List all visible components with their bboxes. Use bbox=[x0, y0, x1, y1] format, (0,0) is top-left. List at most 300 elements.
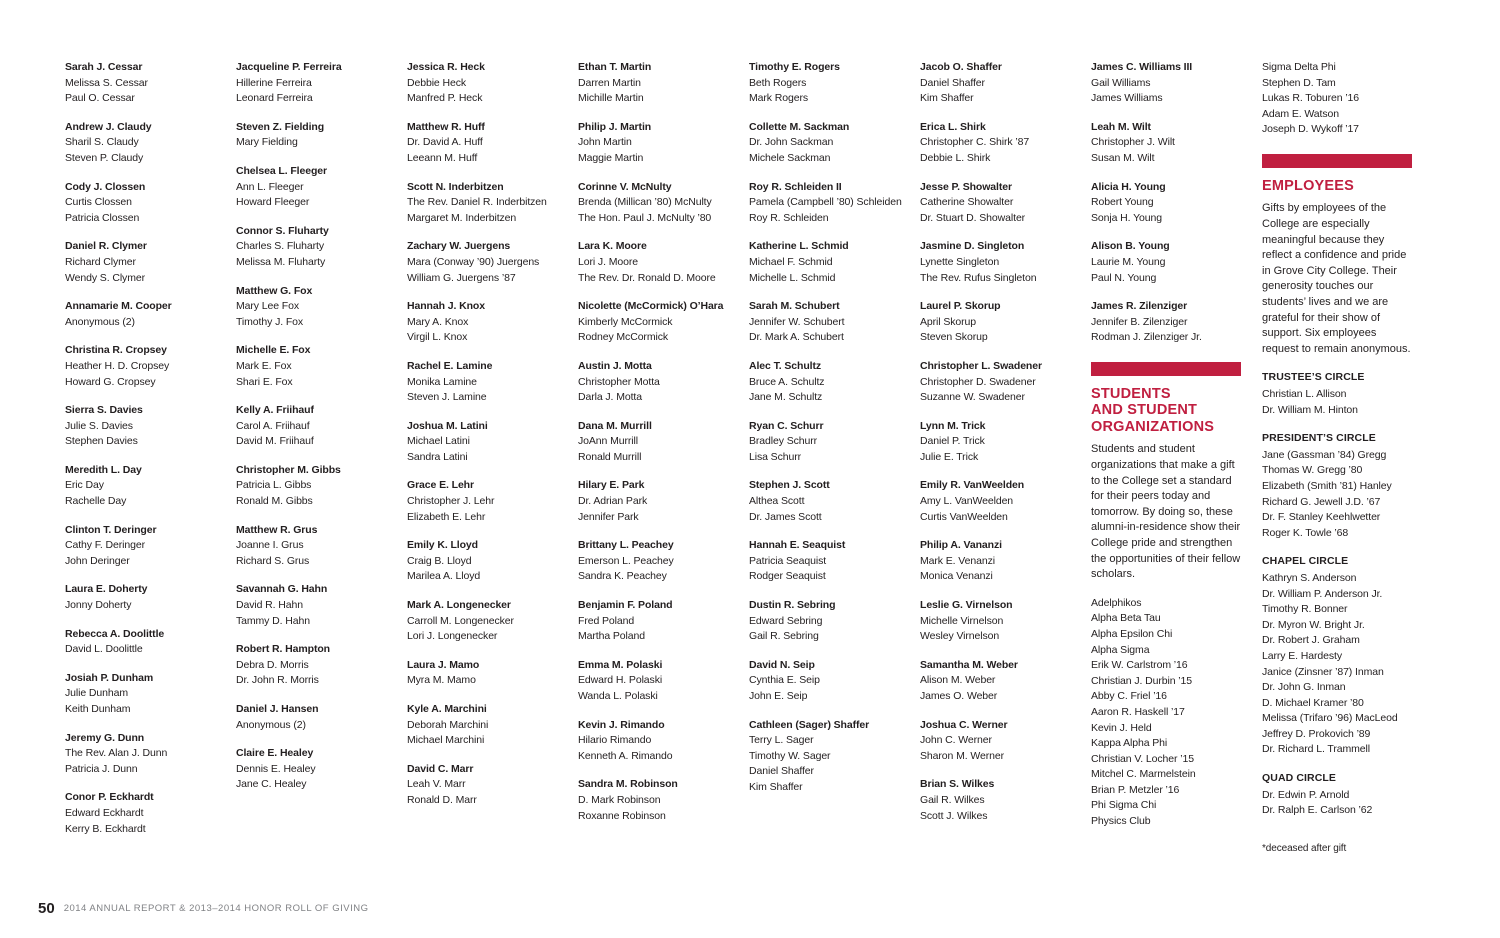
donor-family-name: Dr. John Sackman bbox=[749, 136, 834, 149]
donor-family-name: Jennifer W. Schubert bbox=[749, 315, 845, 328]
section-paragraph: Gifts by employees of the College are especially meaningful because they reflect a confidence and pride in Grove City College. Their generosity touches our students’ lives and we are grateful for their show of support. Six employees request to remain anonymous. bbox=[1262, 202, 1411, 355]
donor-entry bbox=[407, 60, 561, 107]
donor-family-name: Monica Venanzi bbox=[920, 570, 993, 583]
donor-family-name: Jennifer Park bbox=[578, 510, 639, 523]
donor-primary-name: David C. Marr bbox=[407, 762, 474, 775]
donor-primary-name: Hannah E. Seaquist bbox=[749, 539, 846, 552]
name-list bbox=[1262, 788, 1416, 819]
donor-primary-name: David N. Seip bbox=[749, 658, 815, 671]
donor-family-name: Julie Dunham bbox=[65, 687, 128, 700]
donor-family-name: Carol A. Friihauf bbox=[236, 419, 310, 432]
name-list-item: Aaron R. Haskell ’17 bbox=[1091, 705, 1185, 718]
donor-family-name: Dr. David A. Huff bbox=[407, 136, 483, 149]
donor-family-name: Steven Skorup bbox=[920, 331, 988, 344]
donor-family-name: Mara (Conway ’90) Juergens bbox=[407, 255, 540, 268]
donor-family-name: Elizabeth E. Lehr bbox=[407, 510, 486, 523]
donor-entry bbox=[236, 463, 390, 510]
donor-family-name: Michael F. Schmid bbox=[749, 255, 833, 268]
column-3 bbox=[407, 60, 561, 856]
donor-primary-name: Erica L. Shirk bbox=[920, 120, 986, 133]
name-list-item: Larry E. Hardesty bbox=[1262, 649, 1342, 662]
donor-family-name: Roxanne Robinson bbox=[578, 809, 666, 822]
name-list-item: Sigma Delta Phi bbox=[1262, 61, 1336, 73]
donor-primary-name: Clinton T. Deringer bbox=[65, 523, 157, 536]
donor-family-name: Paul O. Cessar bbox=[65, 92, 135, 105]
name-list-item: Roger K. Towle ’68 bbox=[1262, 526, 1349, 539]
donor-primary-name: Kevin J. Rimando bbox=[578, 718, 665, 731]
donor-family-name: Heather H. D. Cropsey bbox=[65, 359, 170, 372]
donor-family-name: Ronald D. Marr bbox=[407, 793, 477, 806]
donor-primary-name: Joshua M. Latini bbox=[407, 419, 488, 432]
name-list-item: Jane (Gassman ’84) Gregg bbox=[1262, 448, 1387, 461]
donor-entry bbox=[578, 777, 732, 824]
donor-family-name: Mark E. Venanzi bbox=[920, 554, 995, 567]
donor-primary-name: Connor S. Fluharty bbox=[236, 224, 329, 237]
donor-family-name: Rodger Seaquist bbox=[749, 570, 826, 583]
donor-entry bbox=[749, 359, 903, 406]
donor-family-name: Myra M. Mamo bbox=[407, 674, 476, 687]
donor-family-name: Ann L. Fleeger bbox=[236, 180, 304, 193]
donor-entry bbox=[65, 120, 219, 167]
donor-entry bbox=[749, 658, 903, 705]
donor-primary-name: Christopher M. Gibbs bbox=[236, 463, 341, 476]
donor-family-name: Scott J. Wilkes bbox=[920, 809, 988, 822]
section-heading-line: AND STUDENT bbox=[1091, 402, 1198, 419]
donor-primary-name: Andrew J. Claudy bbox=[65, 120, 152, 133]
name-list-item: Abby C. Friel ’16 bbox=[1091, 690, 1167, 703]
donor-family-name: Richard Clymer bbox=[65, 255, 136, 268]
column-8 bbox=[1262, 60, 1416, 856]
donor-entry bbox=[578, 60, 732, 107]
donor-family-name: Dr. James Scott bbox=[749, 510, 822, 523]
donor-entry bbox=[407, 239, 561, 286]
name-list bbox=[1091, 596, 1245, 830]
donor-primary-name: Sierra S. Davies bbox=[65, 404, 143, 417]
donor-primary-name: Hilary E. Park bbox=[578, 479, 645, 492]
name-list-item: Christian V. Locher ’15 bbox=[1091, 752, 1194, 765]
donor-entry bbox=[65, 523, 219, 570]
name-list-item: D. Michael Kramer ’80 bbox=[1262, 696, 1364, 709]
donor-family-name: Dr. John R. Morris bbox=[236, 674, 319, 687]
donor-primary-name: Robert R. Hampton bbox=[236, 643, 330, 656]
donor-entry bbox=[407, 359, 561, 406]
donor-family-name: Debra D. Morris bbox=[236, 658, 309, 671]
donor-family-name: Rachelle Day bbox=[65, 495, 127, 508]
donor-primary-name: Lara K. Moore bbox=[578, 240, 647, 253]
donor-family-name: Catherine Showalter bbox=[920, 196, 1014, 209]
donor-primary-name: Dana M. Murrill bbox=[578, 419, 652, 432]
donor-primary-name: Austin J. Motta bbox=[578, 359, 652, 372]
donor-entry bbox=[578, 180, 732, 227]
donor-primary-name: Conor P. Eckhardt bbox=[65, 791, 154, 804]
donor-primary-name: Sarah J. Cessar bbox=[65, 61, 143, 73]
donor-family-name: Wesley Virnelson bbox=[920, 630, 1000, 643]
donor-primary-name: Matthew R. Huff bbox=[407, 120, 485, 133]
donor-entry bbox=[236, 343, 390, 390]
section-divider-bar bbox=[1262, 154, 1412, 168]
name-list-item: Christian J. Durbin ’15 bbox=[1091, 674, 1192, 687]
donor-family-name: Gail R. Wilkes bbox=[920, 793, 985, 806]
donor-primary-name: Katherine L. Schmid bbox=[749, 240, 849, 253]
donor-family-name: John Martin bbox=[578, 136, 632, 149]
donor-family-name: Richard S. Grus bbox=[236, 554, 310, 567]
donor-entry bbox=[920, 718, 1074, 765]
donor-family-name: Darren Martin bbox=[578, 76, 641, 89]
donor-family-name: Julie S. Davies bbox=[65, 419, 133, 432]
name-list-item: Jeffrey D. Prokovich ’89 bbox=[1262, 727, 1371, 740]
donor-primary-name: Mark A. Longenecker bbox=[407, 599, 511, 612]
donor-entry bbox=[920, 60, 1074, 107]
donor-family-name: Anonymous (2) bbox=[236, 718, 306, 731]
donor-primary-name: Christopher L. Swadener bbox=[920, 359, 1042, 372]
donor-entry bbox=[920, 180, 1074, 227]
donor-family-name: Edward H. Polaski bbox=[578, 674, 663, 687]
donor-family-name: Sandra K. Peachey bbox=[578, 570, 667, 583]
name-list-item: Phi Sigma Chi bbox=[1091, 799, 1157, 812]
name-list-item: Adam E. Watson bbox=[1262, 107, 1339, 120]
donor-entry bbox=[236, 746, 390, 793]
donor-family-name: Shari E. Fox bbox=[236, 375, 293, 388]
donor-entry bbox=[578, 120, 732, 167]
donor-family-name: Leeann M. Huff bbox=[407, 151, 478, 164]
donor-primary-name: Brittany L. Peachey bbox=[578, 539, 674, 552]
donor-family-name: Monika Lamine bbox=[407, 375, 477, 388]
donor-entry bbox=[65, 403, 219, 450]
donor-family-name: Sharil S. Claudy bbox=[65, 136, 139, 149]
donor-family-name: Patricia Clossen bbox=[65, 211, 140, 224]
donor-family-name: Wanda L. Polaski bbox=[578, 690, 658, 702]
donor-family-name: Dennis E. Healey bbox=[236, 762, 316, 775]
donor-entry bbox=[749, 598, 903, 645]
donor-primary-name: Sandra M. Robinson bbox=[578, 778, 678, 791]
donor-primary-name: Jasmine D. Singleton bbox=[920, 240, 1025, 253]
donor-primary-name: Alicia H. Young bbox=[1091, 180, 1166, 193]
section-heading-line: ORGANIZATIONS bbox=[1091, 418, 1215, 435]
name-list-item: Timothy R. Bonner bbox=[1262, 603, 1348, 616]
donor-primary-name: Jacqueline P. Ferreira bbox=[236, 61, 342, 73]
donor-family-name: John E. Seip bbox=[749, 690, 808, 702]
donor-family-name: Martha Poland bbox=[578, 630, 645, 643]
donor-entry bbox=[236, 582, 390, 629]
donor-entry bbox=[920, 239, 1074, 286]
donor-primary-name: Brian S. Wilkes bbox=[920, 778, 995, 791]
donor-primary-name: Sarah M. Schubert bbox=[749, 300, 840, 313]
name-list-item: Dr. Edwin P. Arnold bbox=[1262, 788, 1350, 801]
donor-primary-name: Laurel P. Skorup bbox=[920, 300, 1001, 313]
column-4 bbox=[578, 60, 732, 856]
donor-family-name: Sharon M. Werner bbox=[920, 749, 1004, 762]
donor-entry bbox=[578, 299, 732, 346]
donor-entry bbox=[749, 60, 903, 107]
donor-primary-name: Jeremy G. Dunn bbox=[65, 731, 145, 744]
donor-family-name: Hillerine Ferreira bbox=[236, 76, 312, 89]
donor-primary-name: Timothy E. Rogers bbox=[749, 61, 840, 73]
donor-family-name: Christopher C. Shirk ’87 bbox=[920, 136, 1030, 149]
donor-family-name: Lynette Singleton bbox=[920, 255, 1000, 268]
donor-entry bbox=[65, 299, 219, 330]
donor-family-name: Laurie M. Young bbox=[1091, 255, 1166, 268]
donor-entry bbox=[920, 299, 1074, 346]
donor-primary-name: Annamarie M. Cooper bbox=[65, 300, 172, 313]
donor-family-name: Bruce A. Schultz bbox=[749, 375, 825, 388]
donor-primary-name: Cody J. Clossen bbox=[65, 180, 146, 193]
donor-primary-name: Matthew R. Grus bbox=[236, 523, 318, 536]
donor-entry bbox=[65, 180, 219, 227]
donor-entry bbox=[65, 731, 219, 778]
donor-primary-name: Benjamin F. Poland bbox=[578, 599, 673, 612]
donor-family-name: Daniel Shaffer bbox=[749, 765, 814, 778]
name-list bbox=[1262, 387, 1416, 418]
donor-family-name: Fred Poland bbox=[578, 614, 635, 627]
donor-family-name: Curtis VanWeelden bbox=[920, 510, 1008, 523]
donor-family-name: Emerson L. Peachey bbox=[578, 554, 674, 567]
donor-family-name: Hilario Rimando bbox=[578, 734, 652, 747]
donor-family-name: Gail R. Sebring bbox=[749, 630, 819, 643]
donor-entry bbox=[1091, 239, 1245, 286]
name-list-item: Christian L. Allison bbox=[1262, 388, 1347, 400]
donor-family-name: Wendy S. Clymer bbox=[65, 271, 145, 284]
donor-family-name: James Williams bbox=[1091, 92, 1163, 105]
giving-circle-subheading: PRESIDENT’S CIRCLE bbox=[1262, 432, 1376, 445]
donor-entry bbox=[236, 60, 390, 107]
donor-entry bbox=[749, 419, 903, 466]
donor-primary-name: Leah M. Wilt bbox=[1091, 120, 1151, 133]
donor-family-name: Joanne I. Grus bbox=[236, 539, 304, 552]
donor-family-name: Dr. Adrian Park bbox=[578, 495, 648, 508]
donor-primary-name: Zachary W. Juergens bbox=[407, 240, 511, 253]
donor-primary-name: Jacob O. Shaffer bbox=[920, 61, 1002, 73]
name-list-item: Joseph D. Wykoff ’17 bbox=[1262, 123, 1359, 136]
donor-family-name: Michille Martin bbox=[578, 92, 644, 105]
name-list-item: Adelphikos bbox=[1091, 596, 1142, 609]
donor-family-name: JoAnn Murrill bbox=[578, 435, 638, 448]
donor-family-name: Dr. Mark A. Schubert bbox=[749, 331, 844, 344]
donor-primary-name: Ryan C. Schurr bbox=[749, 419, 824, 432]
section-heading-line: STUDENTS bbox=[1091, 385, 1171, 402]
donor-primary-name: Rebecca A. Doolittle bbox=[65, 627, 165, 640]
donor-primary-name: Philip J. Martin bbox=[578, 120, 652, 133]
donor-family-name: Edward Sebring bbox=[749, 614, 823, 627]
donor-primary-name: Collette M. Sackman bbox=[749, 120, 850, 133]
donor-entry bbox=[236, 164, 390, 211]
donor-entry bbox=[749, 239, 903, 286]
donor-entry bbox=[65, 343, 219, 390]
name-list-item: Dr. F. Stanley Keehlwetter bbox=[1262, 511, 1381, 524]
donor-entry bbox=[920, 359, 1074, 406]
donor-primary-name: Laura J. Mamo bbox=[407, 658, 480, 671]
donor-family-name: Kim Shaffer bbox=[920, 92, 974, 105]
donor-entry bbox=[920, 538, 1074, 585]
donor-family-name: The Rev. Dr. Ronald D. Moore bbox=[578, 271, 716, 284]
donor-primary-name: Emily K. Lloyd bbox=[407, 539, 478, 552]
deceased-footnote: *deceased after gift bbox=[1262, 842, 1347, 854]
donor-primary-name: Kyle A. Marchini bbox=[407, 703, 487, 715]
donor-entry bbox=[749, 538, 903, 585]
donor-family-name: Eric Day bbox=[65, 479, 104, 492]
name-list-item: Alpha Epsilon Chi bbox=[1091, 627, 1173, 640]
donor-primary-name: Alec T. Schultz bbox=[749, 359, 822, 372]
donor-family-name: The Hon. Paul J. McNulty ’80 bbox=[578, 211, 712, 224]
donor-primary-name: James R. Zilenziger bbox=[1091, 300, 1188, 313]
donor-primary-name: Stephen J. Scott bbox=[749, 479, 830, 492]
donor-primary-name: Grace E. Lehr bbox=[407, 479, 474, 492]
donor-primary-name: Hannah J. Knox bbox=[407, 300, 485, 313]
donor-family-name: Jane M. Schultz bbox=[749, 391, 823, 404]
donor-primary-name: Joshua C. Werner bbox=[920, 718, 1008, 731]
donor-primary-name: Lynn M. Trick bbox=[920, 419, 986, 432]
name-list-item: Melissa (Trifaro ’96) MacLeod bbox=[1262, 712, 1398, 725]
donor-primary-name: Christina R. Cropsey bbox=[65, 344, 167, 357]
column-7 bbox=[1091, 60, 1245, 856]
donor-family-name: Dr. Stuart D. Showalter bbox=[920, 211, 1026, 224]
donor-primary-name: Michelle E. Fox bbox=[236, 344, 311, 357]
donor-primary-name: Chelsea L. Fleeger bbox=[236, 164, 327, 177]
donor-family-name: The Rev. Daniel R. Inderbitzen bbox=[407, 196, 547, 209]
donor-family-name: Edward Eckhardt bbox=[65, 806, 144, 819]
name-list-item: Dr. Myron W. Bright Jr. bbox=[1262, 618, 1365, 631]
donor-primary-name: Ethan T. Martin bbox=[578, 61, 652, 73]
donor-family-name: Daniel Shaffer bbox=[920, 76, 985, 89]
donor-entry bbox=[920, 777, 1074, 824]
donor-family-name: Robert Young bbox=[1091, 196, 1154, 209]
donor-family-name: Darla J. Motta bbox=[578, 391, 642, 404]
name-list-item: Elizabeth (Smith ’81) Hanley bbox=[1262, 479, 1392, 492]
donor-entry bbox=[578, 538, 732, 585]
name-list-item: Erik W. Carlstrom ’16 bbox=[1091, 659, 1188, 672]
donor-family-name: Sonja H. Young bbox=[1091, 211, 1162, 224]
name-list-item: Brian P. Metzler ’16 bbox=[1091, 783, 1180, 796]
donor-family-name: Manfred P. Heck bbox=[407, 92, 483, 105]
donor-family-name: Kimberly McCormick bbox=[578, 315, 673, 328]
donor-primary-name: Jesse P. Showalter bbox=[920, 180, 1012, 193]
column-2 bbox=[236, 60, 390, 856]
donor-entry bbox=[578, 419, 732, 466]
donor-primary-name: Rachel E. Lamine bbox=[407, 359, 493, 372]
donor-family-name: Lori J. Moore bbox=[578, 255, 638, 268]
donor-family-name: Rodney McCormick bbox=[578, 331, 669, 344]
donor-family-name: Howard G. Cropsey bbox=[65, 375, 156, 388]
donor-family-name: Carroll M. Longenecker bbox=[407, 614, 514, 627]
donor-family-name: Tammy D. Hahn bbox=[236, 614, 310, 627]
donor-entry bbox=[65, 60, 219, 107]
donor-family-name: Patricia J. Dunn bbox=[65, 762, 138, 775]
name-list-item: Dr. William P. Anderson Jr. bbox=[1262, 587, 1383, 600]
donor-entry bbox=[236, 523, 390, 570]
donor-entry bbox=[65, 671, 219, 718]
donor-family-name: Pamela (Campbell ’80) Schleiden bbox=[749, 196, 902, 209]
donor-family-name: Kerry B. Eckhardt bbox=[65, 822, 146, 835]
donor-family-name: Margaret M. Inderbitzen bbox=[407, 211, 517, 224]
donor-entry bbox=[407, 658, 561, 689]
donor-primary-name: Jessica R. Heck bbox=[407, 61, 485, 73]
donor-entry bbox=[65, 463, 219, 510]
donor-family-name: Mary Fielding bbox=[236, 136, 298, 149]
donor-entry bbox=[1091, 299, 1245, 346]
name-list-item: Dr. Robert J. Graham bbox=[1262, 634, 1360, 647]
donor-family-name: The Rev. Alan J. Dunn bbox=[65, 747, 168, 760]
donor-entry bbox=[65, 790, 219, 837]
donor-entry bbox=[920, 419, 1074, 466]
donor-entry bbox=[920, 658, 1074, 705]
section-divider-bar bbox=[1091, 362, 1241, 376]
giving-circle-subheading: QUAD CIRCLE bbox=[1262, 772, 1337, 785]
donor-family-name: Cynthia E. Seip bbox=[749, 674, 820, 687]
name-list bbox=[1262, 448, 1416, 542]
donor-primary-name: Scott N. Inderbitzen bbox=[407, 180, 504, 193]
donor-primary-name: Claire E. Healey bbox=[236, 747, 314, 760]
donor-entry bbox=[65, 582, 219, 613]
donor-entry bbox=[236, 403, 390, 450]
donor-entry bbox=[920, 120, 1074, 167]
donor-family-name: Jennifer B. Zilenziger bbox=[1091, 315, 1188, 328]
donor-family-name: Althea Scott bbox=[749, 495, 805, 508]
donor-family-name: Craig B. Lloyd bbox=[407, 554, 472, 567]
donor-family-name: April Skorup bbox=[920, 315, 976, 328]
donor-primary-name: Roy R. Schleiden II bbox=[749, 180, 842, 193]
donor-primary-name: Emma M. Polaski bbox=[578, 658, 663, 671]
section-heading-line: EMPLOYEES bbox=[1262, 177, 1355, 194]
giving-circle-subheading: CHAPEL CIRCLE bbox=[1262, 555, 1349, 568]
name-list-item: Dr. Ralph E. Carlson ’62 bbox=[1262, 804, 1373, 817]
donor-entry bbox=[407, 598, 561, 645]
donor-family-name: Lori J. Longenecker bbox=[407, 630, 498, 643]
donor-family-name: Christopher J. Lehr bbox=[407, 495, 495, 508]
donor-family-name: Rodman J. Zilenziger Jr. bbox=[1091, 331, 1202, 344]
donor-primary-name: Savannah G. Hahn bbox=[236, 583, 328, 596]
donor-primary-name: Corinne V. McNulty bbox=[578, 180, 672, 193]
donor-family-name: Maggie Martin bbox=[578, 151, 644, 164]
donor-family-name: Curtis Clossen bbox=[65, 196, 132, 209]
donor-family-name: David M. Friihauf bbox=[236, 435, 314, 448]
section-heading bbox=[1091, 386, 1245, 436]
donor-primary-name: Emily R. VanWeelden bbox=[920, 479, 1025, 492]
name-list-item: Lukas R. Toburen ’16 bbox=[1262, 92, 1360, 105]
donor-family-name: Mark Rogers bbox=[749, 92, 808, 105]
donor-entry bbox=[407, 419, 561, 466]
donor-family-name: Anonymous (2) bbox=[65, 315, 135, 328]
donor-family-name: Patricia Seaquist bbox=[749, 554, 827, 567]
donor-primary-name: Dustin R. Sebring bbox=[749, 599, 836, 612]
donor-entry bbox=[407, 538, 561, 585]
donor-entry bbox=[578, 478, 732, 525]
donor-family-name: Susan M. Wilt bbox=[1091, 151, 1155, 164]
donor-entry bbox=[578, 359, 732, 406]
donor-family-name: Suzanne W. Swadener bbox=[920, 391, 1025, 404]
donor-entry bbox=[236, 642, 390, 689]
donor-family-name: William G. Juergens ’87 bbox=[407, 271, 516, 284]
name-list-item: Thomas W. Gregg ’80 bbox=[1262, 464, 1363, 477]
donor-family-name: Kenneth A. Rimando bbox=[578, 749, 673, 762]
donor-family-name: Stephen Davies bbox=[65, 435, 138, 448]
donor-family-name: Brenda (Millican ’80) McNulty bbox=[578, 196, 712, 209]
donor-family-name: David R. Hahn bbox=[236, 599, 303, 612]
donor-family-name: Christopher Motta bbox=[578, 375, 660, 388]
donor-primary-name: Nicolette (McCormick) O’Hara bbox=[578, 300, 724, 313]
section-paragraph: Students and student organizations that make a gift to the College set a standard for their peers today and tomorrow. By doing so, these alumni-in-residence show their College pride and strengthen the opportunities of their fellow scholars. bbox=[1091, 443, 1241, 581]
donor-entry bbox=[578, 718, 732, 765]
page-footer bbox=[38, 900, 369, 917]
donor-family-name: Timothy J. Fox bbox=[236, 315, 304, 328]
donor-entry bbox=[578, 598, 732, 645]
donor-family-name: Ronald M. Gibbs bbox=[236, 495, 313, 508]
name-list-item: Alpha Sigma bbox=[1091, 643, 1150, 656]
donor-family-name: Christopher D. Swadener bbox=[920, 375, 1036, 388]
donor-family-name: Mark E. Fox bbox=[236, 359, 292, 372]
donor-family-name: Howard Fleeger bbox=[236, 196, 310, 209]
giving-circle-subheading: TRUSTEE’S CIRCLE bbox=[1262, 371, 1365, 384]
donor-entry bbox=[1091, 180, 1245, 227]
donor-family-name: Marilea A. Lloyd bbox=[407, 570, 481, 583]
